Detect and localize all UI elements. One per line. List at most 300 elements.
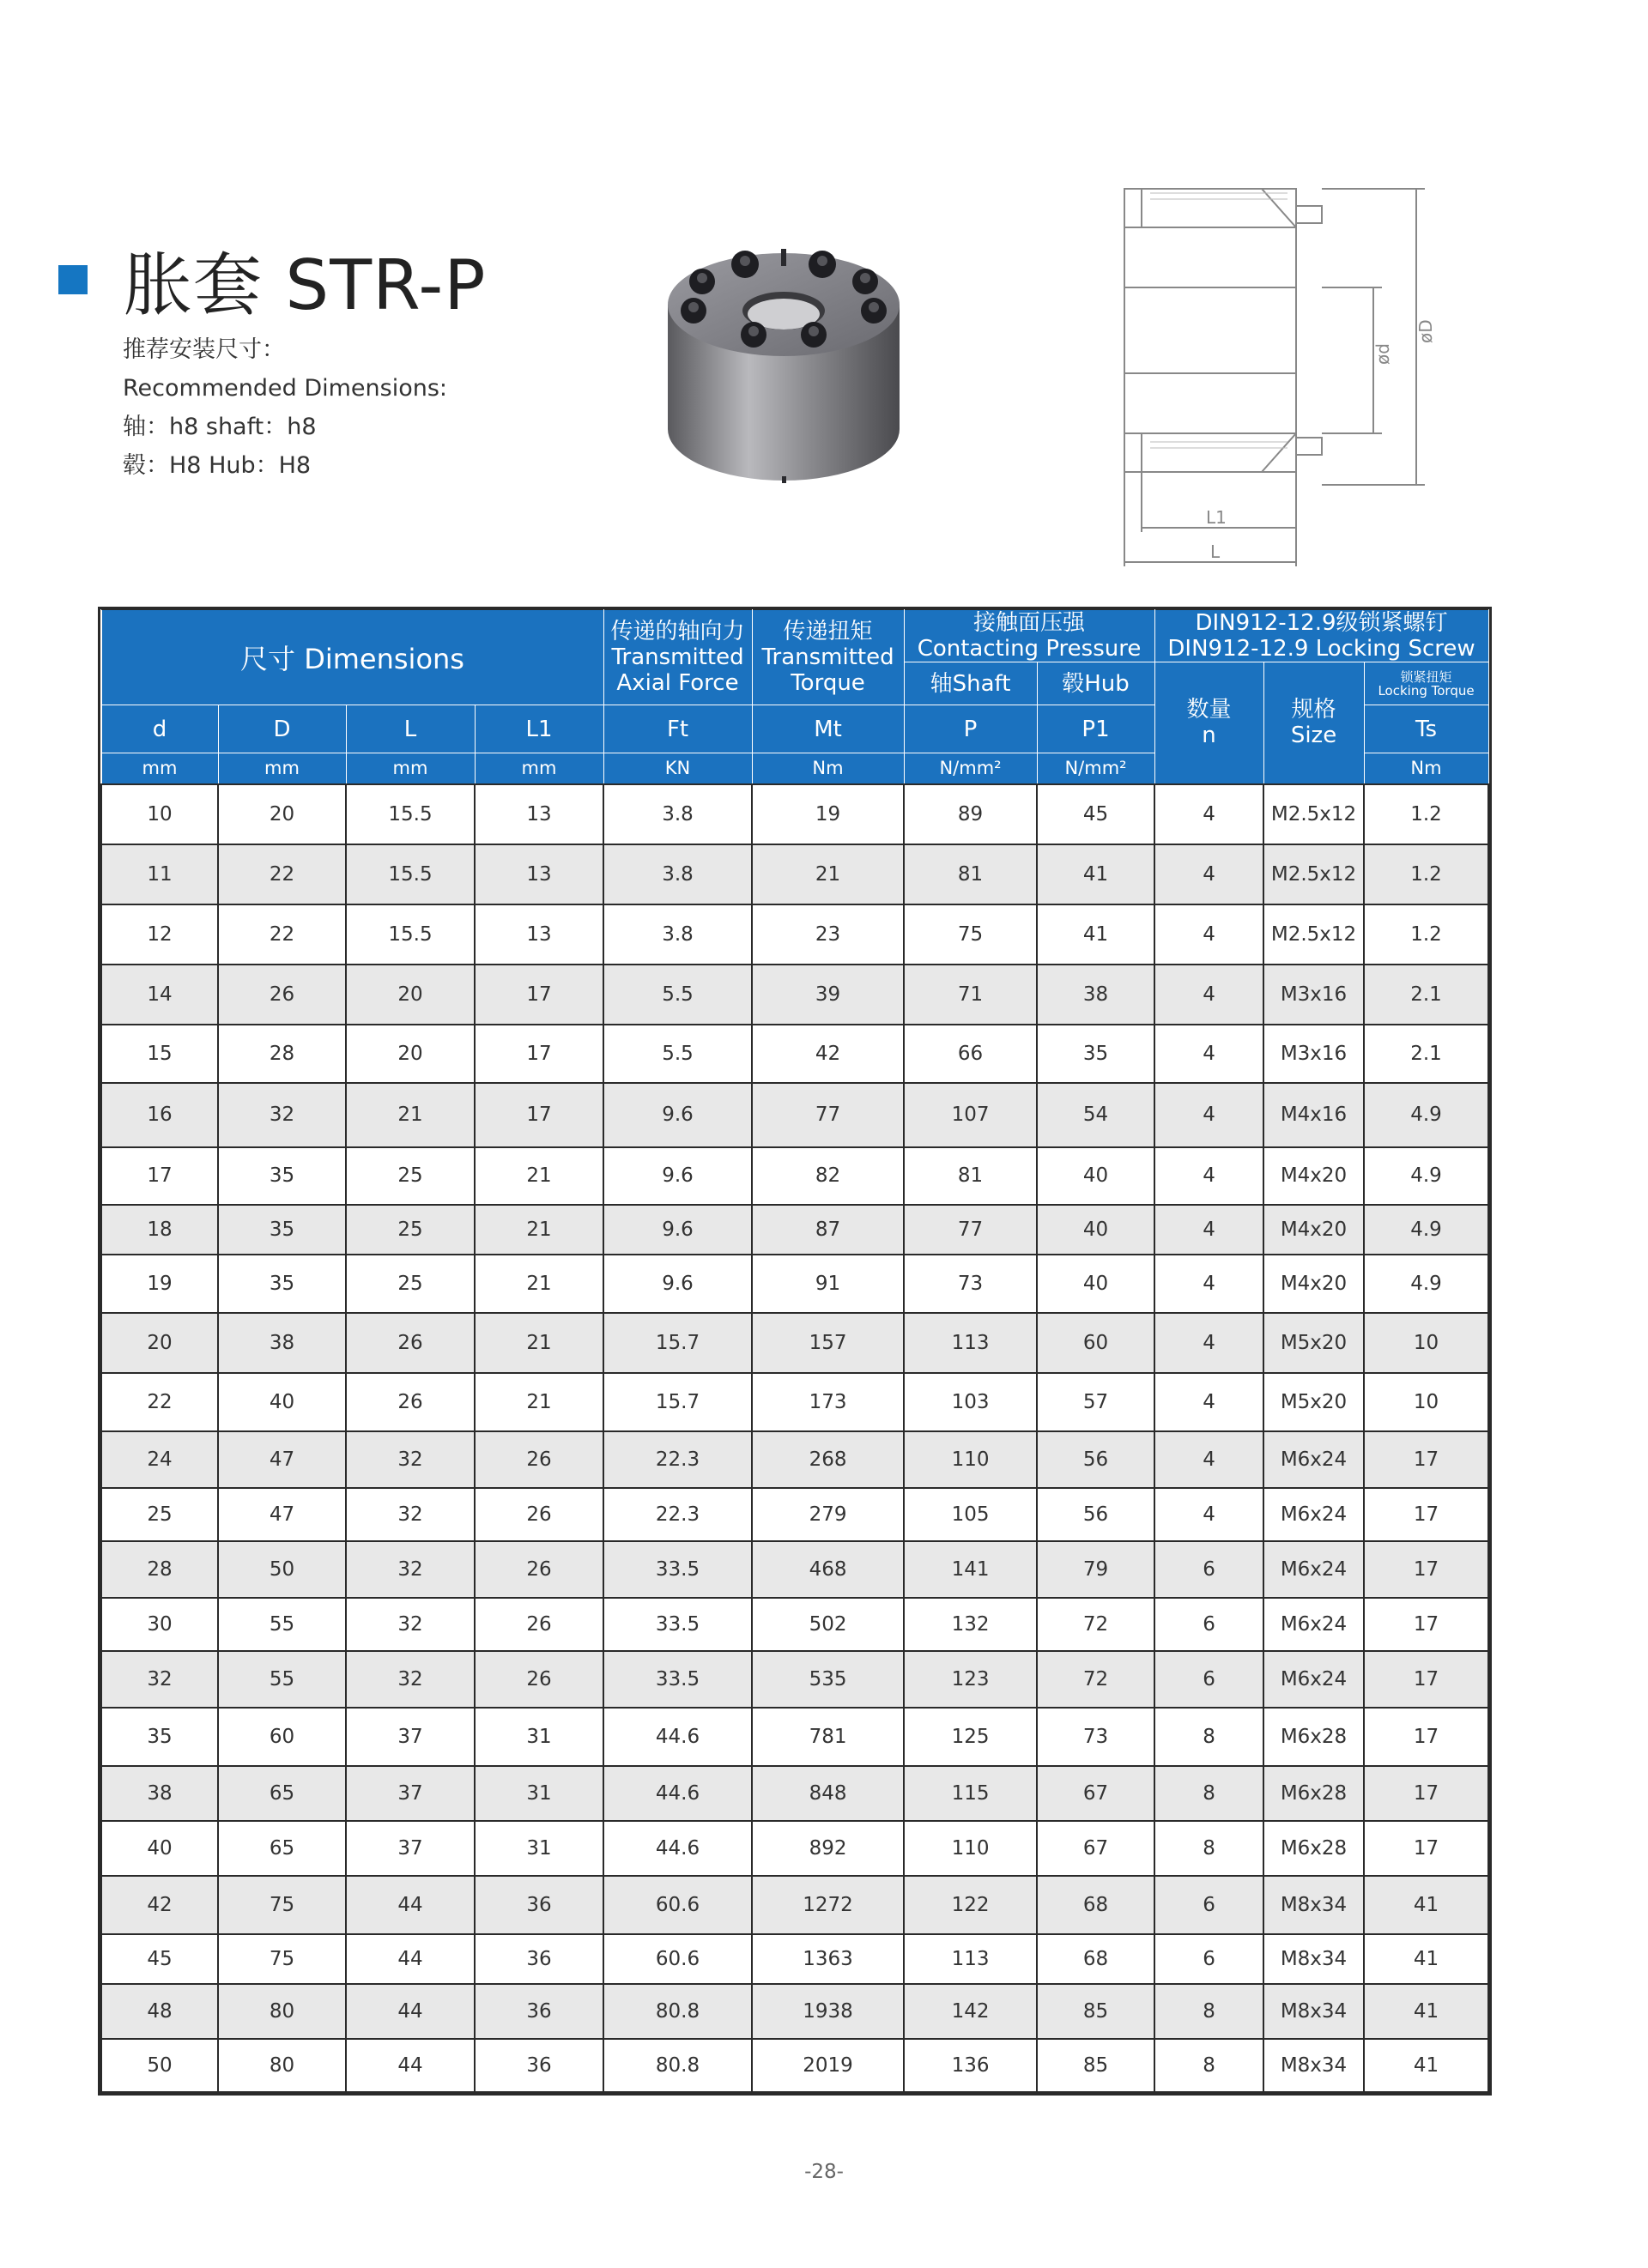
col-Ts: Ts [1364, 705, 1488, 753]
table-cell: 17 [1364, 1651, 1488, 1708]
table-cell: 25 [101, 1488, 218, 1541]
table-cell: 33.5 [603, 1651, 752, 1708]
table-cell: 17 [1364, 1488, 1488, 1541]
table-cell: 8 [1154, 2039, 1263, 2092]
table-body [101, 784, 1488, 2092]
header-shaft: 轴Shaft [904, 662, 1037, 705]
table-row [101, 1598, 1488, 1651]
table-cell: 2.1 [1364, 965, 1488, 1025]
table-cell: 81 [904, 1147, 1037, 1205]
table-cell: 40 [101, 1821, 218, 1876]
table-cell: M6x28 [1263, 1821, 1364, 1876]
table-cell: 40 [1037, 1205, 1154, 1255]
table-cell: M8x34 [1263, 1876, 1364, 1934]
table-cell: 21 [752, 844, 904, 904]
table-cell: 136 [904, 2039, 1037, 2092]
table-cell: 36 [475, 1876, 603, 1934]
table-cell: 66 [904, 1025, 1037, 1083]
header-qty [1154, 662, 1263, 784]
table-cell: 26 [218, 965, 346, 1025]
table-cell: 72 [1037, 1598, 1154, 1651]
table-cell: 44.6 [603, 1821, 752, 1876]
table-cell: 85 [1037, 1984, 1154, 2039]
table-cell: 75 [218, 1876, 346, 1934]
unit-L: mm [346, 753, 475, 784]
table-cell: 18 [101, 1205, 218, 1255]
table-cell: 4 [1154, 1255, 1263, 1313]
rec-line-shaft: 轴：h8 shaft：h8 [123, 414, 317, 440]
table-cell: 37 [346, 1821, 475, 1876]
table-cell: 21 [475, 1205, 603, 1255]
table-cell: 502 [752, 1598, 904, 1651]
table-cell: 8 [1154, 1821, 1263, 1876]
unit-D: mm [218, 753, 346, 784]
table-cell: 22 [218, 904, 346, 965]
table-cell: 80 [218, 1984, 346, 2039]
table-cell: 21 [475, 1373, 603, 1431]
table-cell: 35 [218, 1255, 346, 1313]
table-cell: 15.7 [603, 1313, 752, 1373]
table-cell: 25 [346, 1147, 475, 1205]
table-cell: 60.6 [603, 1934, 752, 1984]
table-cell: M3x16 [1263, 965, 1364, 1025]
table-cell: 8 [1154, 1766, 1263, 1821]
header-axial-cn: 传递的轴向力 [610, 619, 745, 644]
table-cell: 20 [218, 784, 346, 844]
table-cell: 31 [475, 1708, 603, 1766]
table-cell: 87 [752, 1205, 904, 1255]
table-cell: 42 [101, 1876, 218, 1934]
table-cell: 28 [218, 1025, 346, 1083]
table-cell: 4 [1154, 784, 1263, 844]
product-photo [659, 232, 908, 506]
table-cell: 32 [218, 1083, 346, 1147]
table-cell: 26 [475, 1651, 603, 1708]
table-cell: 110 [904, 1821, 1037, 1876]
table-cell: 55 [218, 1651, 346, 1708]
table-cell: 19 [752, 784, 904, 844]
table-cell: 17 [1364, 1821, 1488, 1876]
col-L1: L1 [475, 705, 603, 753]
label-phi-D: øD [1415, 319, 1436, 343]
table-cell: 80 [218, 2039, 346, 2092]
header-torque [752, 610, 904, 705]
table-cell: M6x28 [1263, 1766, 1364, 1821]
table-cell: 105 [904, 1488, 1037, 1541]
table-cell: 21 [475, 1147, 603, 1205]
table-cell: 4 [1154, 844, 1263, 904]
header-hub: 毂Hub [1037, 662, 1154, 705]
header-screw-en: DIN912-12.9 Locking Screw [1167, 636, 1475, 662]
table-cell: 12 [101, 904, 218, 965]
table-cell: 26 [346, 1373, 475, 1431]
table-cell: 38 [218, 1313, 346, 1373]
table-cell: 42 [752, 1025, 904, 1083]
table-cell: 8 [1154, 1984, 1263, 2039]
table-row [101, 844, 1488, 904]
page-title: 胀套 STR-P [124, 245, 487, 325]
table-cell: 67 [1037, 1821, 1154, 1876]
table-cell: 141 [904, 1541, 1037, 1598]
table-cell: M4x20 [1263, 1147, 1364, 1205]
table-cell: 268 [752, 1431, 904, 1488]
table-cell: 17 [1364, 1598, 1488, 1651]
table-cell: 50 [218, 1541, 346, 1598]
table-cell: 6 [1154, 1876, 1263, 1934]
table-cell: 41 [1037, 904, 1154, 965]
table-cell: 44 [346, 1934, 475, 1984]
table-cell: 41 [1037, 844, 1154, 904]
table-cell: 4 [1154, 965, 1263, 1025]
table-cell: 60.6 [603, 1876, 752, 1934]
table-cell: 40 [1037, 1255, 1154, 1313]
table-cell: 77 [752, 1083, 904, 1147]
rec-line-en: Recommended Dimensions: [123, 375, 447, 402]
table-cell: 17 [1364, 1766, 1488, 1821]
table-cell: 91 [752, 1255, 904, 1313]
table-cell: 26 [475, 1541, 603, 1598]
table-cell: 26 [475, 1488, 603, 1541]
table-cell: 3.8 [603, 844, 752, 904]
table-cell: 26 [346, 1313, 475, 1373]
table-cell: 71 [904, 965, 1037, 1025]
header-size-en: Size [1290, 723, 1337, 749]
table-cell: 4 [1154, 1147, 1263, 1205]
table-cell: 41 [1364, 2039, 1488, 2092]
table-cell: 67 [1037, 1766, 1154, 1821]
table-cell: M8x34 [1263, 1934, 1364, 1984]
table-cell: 3.8 [603, 784, 752, 844]
table-row [101, 1876, 1488, 1934]
col-Mt: Mt [752, 705, 904, 753]
table-cell: 21 [346, 1083, 475, 1147]
table-cell: 73 [1037, 1708, 1154, 1766]
table-cell: 56 [1037, 1431, 1154, 1488]
table-cell: 68 [1037, 1934, 1154, 1984]
table-cell: 24 [101, 1431, 218, 1488]
table-cell: 15.5 [346, 904, 475, 965]
table-cell: 22.3 [603, 1488, 752, 1541]
header-torque-en1: Transmitted [761, 644, 894, 670]
unit-L1: mm [475, 753, 603, 784]
table-cell: 123 [904, 1651, 1037, 1708]
table-cell: 44 [346, 1876, 475, 1934]
table-cell: 75 [218, 1934, 346, 1984]
table-cell: 41 [1364, 1984, 1488, 2039]
table-cell: 6 [1154, 1541, 1263, 1598]
table-cell: 44.6 [603, 1708, 752, 1766]
table-cell: 17 [475, 965, 603, 1025]
table-row [101, 1025, 1488, 1083]
table-cell: 41 [1364, 1876, 1488, 1934]
table-cell: 26 [475, 1431, 603, 1488]
table-cell: 80.8 [603, 1984, 752, 2039]
table-cell: 173 [752, 1373, 904, 1431]
table-cell: 19 [101, 1255, 218, 1313]
table-cell: 22 [218, 844, 346, 904]
table-cell: 55 [218, 1598, 346, 1651]
table-cell: M2.5x12 [1263, 904, 1364, 965]
table-cell: 113 [904, 1934, 1037, 1984]
table-cell: 9.6 [603, 1255, 752, 1313]
table-cell: 132 [904, 1598, 1037, 1651]
table-cell: 5.5 [603, 1025, 752, 1083]
table-cell: M5x20 [1263, 1373, 1364, 1431]
table-cell: 1.2 [1364, 784, 1488, 844]
table-cell: 35 [218, 1147, 346, 1205]
label-L: L [1210, 541, 1221, 562]
table-cell: M6x24 [1263, 1488, 1364, 1541]
table-cell: 20 [346, 1025, 475, 1083]
header-axial-force [603, 610, 752, 705]
table-cell: 14 [101, 965, 218, 1025]
table-cell: 65 [218, 1821, 346, 1876]
table-cell: 122 [904, 1876, 1037, 1934]
table-cell: 13 [475, 844, 603, 904]
table-cell: M2.5x12 [1263, 844, 1364, 904]
table-cell: 31 [475, 1766, 603, 1821]
table-cell: 11 [101, 844, 218, 904]
table-cell: 79 [1037, 1541, 1154, 1598]
table-cell: 30 [101, 1598, 218, 1651]
table-cell: 9.6 [603, 1205, 752, 1255]
table-cell: 15.7 [603, 1373, 752, 1431]
table-cell: 65 [218, 1766, 346, 1821]
table-cell: 4 [1154, 1431, 1263, 1488]
table-cell: 2019 [752, 2039, 904, 2092]
table-cell: 32 [346, 1598, 475, 1651]
table-cell: M3x16 [1263, 1025, 1364, 1083]
unit-Ts: Nm [1364, 753, 1488, 784]
title-bullet-square [58, 265, 88, 294]
table-cell: 21 [475, 1255, 603, 1313]
table-cell: 9.6 [603, 1083, 752, 1147]
table-cell: M2.5x12 [1263, 784, 1364, 844]
table-cell: 82 [752, 1147, 904, 1205]
table-row [101, 1488, 1488, 1541]
table-cell: 6 [1154, 1934, 1263, 1984]
table-cell: 36 [475, 1984, 603, 2039]
table-cell: 17 [475, 1025, 603, 1083]
table-cell: 4 [1154, 904, 1263, 965]
unit-P: N/mm² [904, 753, 1037, 784]
header-qty-cn: 数量 [1186, 697, 1232, 723]
table-cell: 20 [101, 1313, 218, 1373]
table-cell: 57 [1037, 1373, 1154, 1431]
table-cell: 16 [101, 1083, 218, 1147]
rec-line-cn: 推荐安装尺寸： [123, 336, 285, 363]
table-cell: 103 [904, 1373, 1037, 1431]
table-cell: 32 [101, 1651, 218, 1708]
table-cell: M5x20 [1263, 1313, 1364, 1373]
label-phi-d: ød [1372, 343, 1393, 365]
table-cell: 4 [1154, 1488, 1263, 1541]
table-cell: M6x24 [1263, 1541, 1364, 1598]
header-locking-en: Locking Torque [1378, 682, 1475, 699]
table-cell: 41 [1364, 1934, 1488, 1984]
unit-d: mm [101, 753, 218, 784]
rec-line-hub: 毂：H8 Hub：H8 [123, 452, 312, 479]
col-D: D [218, 705, 346, 753]
label-L1: L1 [1206, 507, 1227, 528]
col-P1: P1 [1037, 705, 1154, 753]
table-row [101, 1431, 1488, 1488]
table-row [101, 965, 1488, 1025]
header-locking-cn: 锁紧扭矩 [1400, 668, 1452, 685]
table-cell: 4.9 [1364, 1205, 1488, 1255]
table-cell: 40 [218, 1373, 346, 1431]
table-cell: 13 [475, 784, 603, 844]
table-cell: 9.6 [603, 1147, 752, 1205]
table-cell: 60 [218, 1708, 346, 1766]
table-cell: 77 [904, 1205, 1037, 1255]
table-row [101, 1984, 1488, 2039]
table-cell: M4x16 [1263, 1083, 1364, 1147]
table-row [101, 1651, 1488, 1708]
table-cell: M8x34 [1263, 1984, 1364, 2039]
table-cell: 45 [1037, 784, 1154, 844]
header-torque-en2: Torque [791, 670, 865, 696]
header-axial-en2: Axial Force [616, 670, 739, 696]
table-cell: 535 [752, 1651, 904, 1708]
table-row [101, 784, 1488, 844]
table-cell: 17 [1364, 1541, 1488, 1598]
table-cell: 68 [1037, 1876, 1154, 1934]
page-title-block [58, 230, 487, 329]
table-cell: 20 [346, 965, 475, 1025]
table-cell: M6x24 [1263, 1598, 1364, 1651]
header-axial-en1: Transmitted [611, 644, 744, 670]
table-cell: 40 [1037, 1147, 1154, 1205]
table-row [101, 1541, 1488, 1598]
header-screw-cn: DIN912-12.9级锁紧螺钉 [1195, 610, 1448, 636]
table-cell: 4 [1154, 1373, 1263, 1431]
table-cell: 17 [1364, 1708, 1488, 1766]
col-P: P [904, 705, 1037, 753]
table-cell: 21 [475, 1313, 603, 1373]
table-cell: 781 [752, 1708, 904, 1766]
table-cell: 44 [346, 1984, 475, 2039]
table-cell: 72 [1037, 1651, 1154, 1708]
table-cell: 848 [752, 1766, 904, 1821]
table-row [101, 2039, 1488, 2092]
table-cell: 4 [1154, 1205, 1263, 1255]
table-cell: 8 [1154, 1708, 1263, 1766]
table-cell: 468 [752, 1541, 904, 1598]
header-pressure-cn: 接触面压强 [973, 610, 1086, 636]
table-cell: 54 [1037, 1083, 1154, 1147]
table-cell: 10 [1364, 1313, 1488, 1373]
table-cell: 1272 [752, 1876, 904, 1934]
unit-Ft: KN [603, 753, 752, 784]
table-cell: 81 [904, 844, 1037, 904]
table-cell: 5.5 [603, 965, 752, 1025]
table-cell: 39 [752, 965, 904, 1025]
table-cell: 15.5 [346, 844, 475, 904]
table-cell: 17 [101, 1147, 218, 1205]
table-row [101, 1313, 1488, 1373]
table-cell: 75 [904, 904, 1037, 965]
table-header [101, 610, 1488, 784]
spec-table [100, 609, 1489, 2093]
table-row [101, 904, 1488, 965]
table-cell: 892 [752, 1821, 904, 1876]
table-cell: 44.6 [603, 1766, 752, 1821]
table-cell: 48 [101, 1984, 218, 2039]
table-cell: 31 [475, 1821, 603, 1876]
table-cell: 22.3 [603, 1431, 752, 1488]
table-cell: 25 [346, 1255, 475, 1313]
table-cell: 47 [218, 1431, 346, 1488]
table-cell: 1363 [752, 1934, 904, 1984]
header-torque-cn: 传递扭矩 [783, 619, 873, 644]
table-row [101, 1821, 1488, 1876]
col-d: d [101, 705, 218, 753]
page-number: -28- [804, 2161, 844, 2183]
table-cell: 73 [904, 1255, 1037, 1313]
table-row [101, 1373, 1488, 1431]
table-cell: 110 [904, 1431, 1037, 1488]
table-cell: 1938 [752, 1984, 904, 2039]
table-cell: 279 [752, 1488, 904, 1541]
table-cell: 4.9 [1364, 1147, 1488, 1205]
table-cell: M4x20 [1263, 1255, 1364, 1313]
table-cell: 56 [1037, 1488, 1154, 1541]
col-L: L [346, 705, 475, 753]
table-cell: 125 [904, 1708, 1037, 1766]
table-cell: 26 [475, 1598, 603, 1651]
table-cell: 38 [101, 1766, 218, 1821]
table-cell: 107 [904, 1083, 1037, 1147]
table-cell: 1.2 [1364, 904, 1488, 965]
header-qty-en: n [1202, 723, 1216, 749]
table-cell: M6x24 [1263, 1431, 1364, 1488]
table-cell: 4.9 [1364, 1255, 1488, 1313]
table-cell: 89 [904, 784, 1037, 844]
table-cell: 60 [1037, 1313, 1154, 1373]
header-dimensions: 尺寸 Dimensions [101, 610, 603, 705]
table-row [101, 1934, 1488, 1984]
spec-table-wrapper [100, 609, 1487, 2093]
unit-P1: N/mm² [1037, 753, 1154, 784]
table-cell: 35 [218, 1205, 346, 1255]
table-cell: M8x34 [1263, 2039, 1364, 2092]
table-cell: 85 [1037, 2039, 1154, 2092]
header-pressure-en: Contacting Pressure [917, 636, 1142, 662]
table-cell: 6 [1154, 1598, 1263, 1651]
col-Ft: Ft [603, 705, 752, 753]
table-cell: 36 [475, 1934, 603, 1984]
table-cell: 15.5 [346, 784, 475, 844]
table-cell: 33.5 [603, 1598, 752, 1651]
table-cell: 47 [218, 1488, 346, 1541]
table-cell: 33.5 [603, 1541, 752, 1598]
header-size [1263, 662, 1364, 784]
table-row [101, 1083, 1488, 1147]
table-cell: 35 [1037, 1025, 1154, 1083]
table-cell: 38 [1037, 965, 1154, 1025]
table-cell: M4x20 [1263, 1205, 1364, 1255]
table-cell: 32 [346, 1488, 475, 1541]
table-cell: 1.2 [1364, 844, 1488, 904]
table-cell: 50 [101, 2039, 218, 2092]
table-cell: 6 [1154, 1651, 1263, 1708]
recommended-dimensions [123, 330, 447, 485]
table-cell: 157 [752, 1313, 904, 1373]
table-row [101, 1205, 1488, 1255]
table-cell: 4 [1154, 1313, 1263, 1373]
table-row [101, 1708, 1488, 1766]
